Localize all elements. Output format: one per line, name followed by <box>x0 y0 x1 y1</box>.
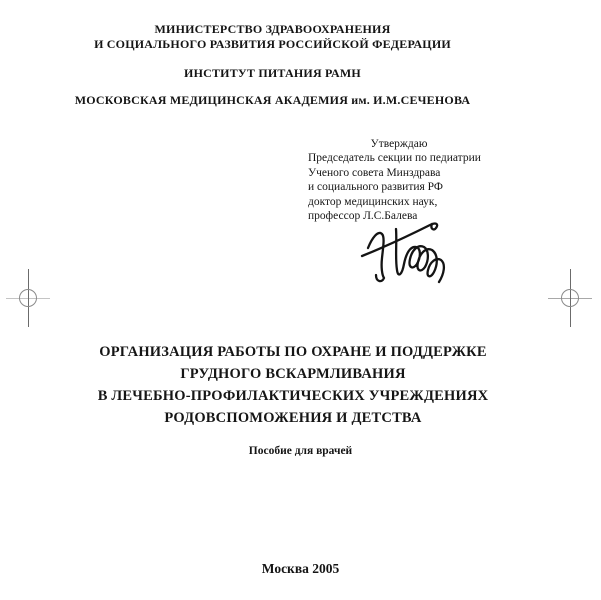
approval-line: Ученого совета Минздрава <box>308 166 441 179</box>
academy-line: МОСКОВСКАЯ МЕДИЦИНСКАЯ АКАДЕМИЯ им. И.М.СЕЧЕНОВА <box>74 93 471 107</box>
approval-line: и социального развития РФ <box>308 181 443 194</box>
approval-line: профессор Л.С.Балева <box>308 210 418 223</box>
crosshair-circle <box>19 289 37 307</box>
institute-line: ИНСТИТУТ ПИТАНИЯ РАМН <box>184 66 361 80</box>
signature-icon <box>350 212 460 287</box>
title-line: ОРГАНИЗАЦИЯ РАБОТЫ ПО ОХРАНЕ И ПОДДЕРЖКЕ <box>99 344 487 360</box>
title-line: В ЛЕЧЕБНО-ПРОФИЛАКТИЧЕСКИХ УЧРЕЖДЕНИЯХ <box>97 388 489 404</box>
approval-block <box>308 137 490 223</box>
approval-line: Председатель секции по педиатрии <box>308 152 481 165</box>
ministry-line-1: МИНИСТЕРСТВО ЗДРАВООХРАНЕНИЯ <box>154 22 391 36</box>
ministry-header <box>0 22 545 51</box>
title-line: РОДОВСПОМОЖЕНИЯ И ДЕТСТВА <box>164 410 422 426</box>
ministry-line-2: И СОЦИАЛЬНОГО РАЗВИТИЯ РОССИЙСКОЙ ФЕДЕРАЦИИ <box>94 36 451 51</box>
approval-line: доктор медицинских наук, <box>308 195 438 208</box>
crosshair-circle <box>561 289 579 307</box>
registration-crosshair-icon <box>548 269 592 327</box>
document-title <box>0 341 586 429</box>
registration-crosshair-icon <box>6 269 50 327</box>
imprint-city-year: Москва 2005 <box>261 561 340 576</box>
approval-line: Утверждаю <box>370 138 428 150</box>
title-line: ГРУДНОГО ВСКАРМЛИВАНИЯ <box>180 366 406 382</box>
document-subtitle: Пособие для врачей <box>248 445 353 457</box>
